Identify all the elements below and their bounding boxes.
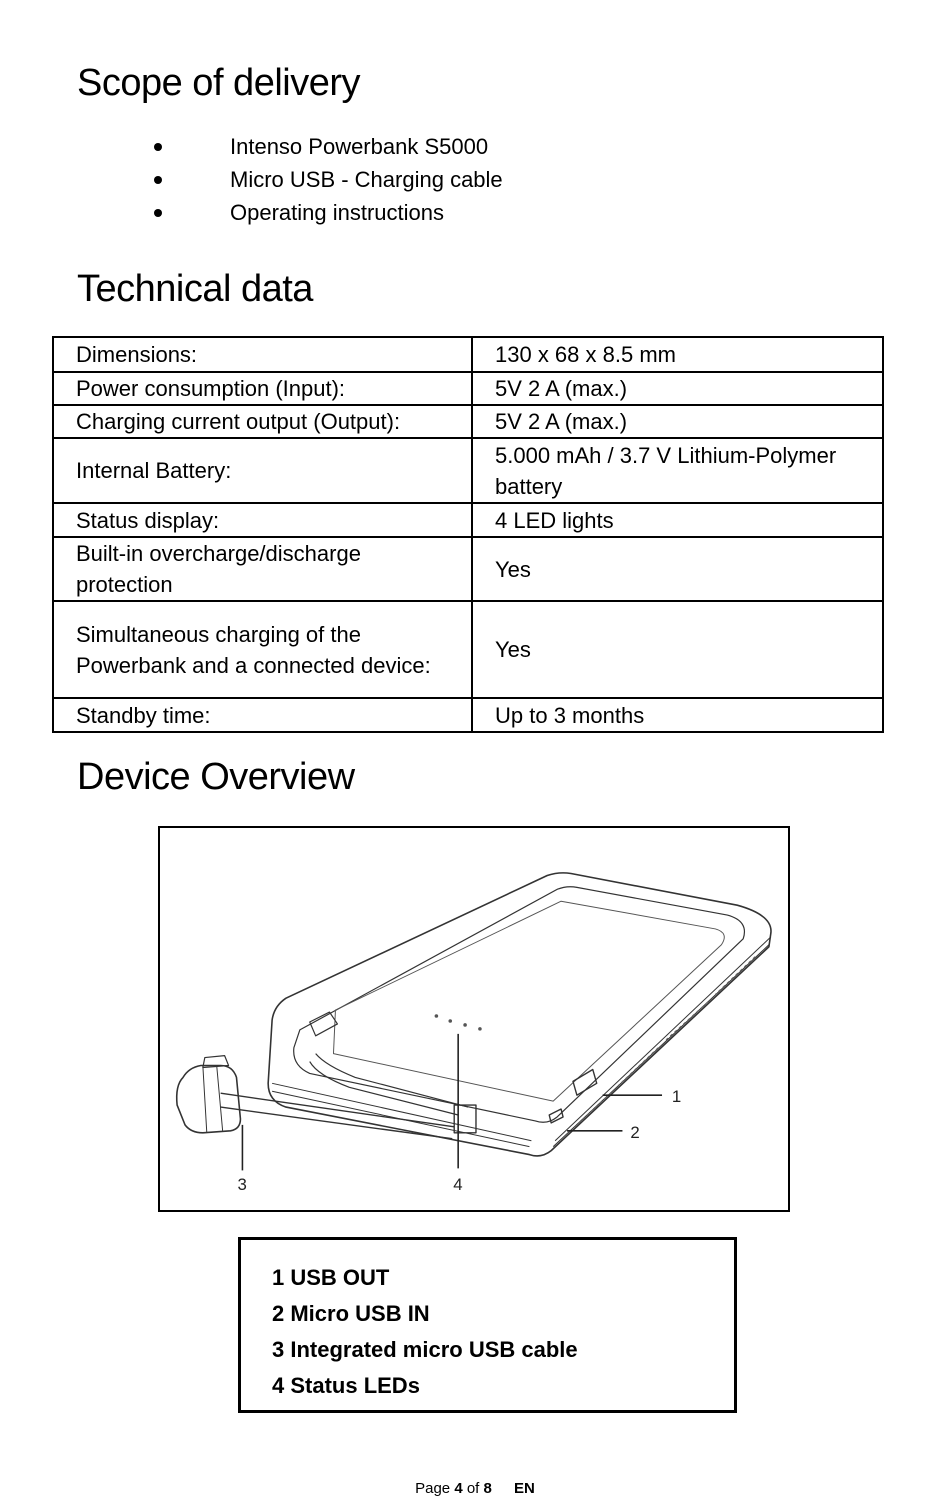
bullet-icon	[154, 143, 162, 151]
table-row	[53, 601, 883, 698]
table-row	[53, 337, 883, 372]
row-value: 130 x 68 x 8.5 mm	[472, 337, 883, 372]
table-row	[53, 405, 883, 438]
row-label: Internal Battery:	[53, 438, 472, 503]
page-number: 4	[454, 1480, 463, 1497]
powerbank-drawing	[160, 828, 788, 1210]
legend-item: 1 USB OUT	[272, 1265, 390, 1290]
row-value: 4 LED lights	[472, 503, 883, 537]
device-illustration	[158, 826, 790, 1212]
row-value: 5.000 mAh / 3.7 V Lithium-Polymer battery	[472, 438, 883, 503]
row-label: Simultaneous charging of the Powerbank and a connected device:	[53, 601, 472, 698]
row-label: Status display:	[53, 503, 472, 537]
bullet-icon	[154, 209, 162, 217]
page-word: Page	[415, 1480, 451, 1497]
row-value: Yes	[472, 601, 883, 698]
row-value: 5V 2 A (max.)	[472, 405, 883, 438]
row-value: Yes	[472, 537, 883, 601]
callout-1: 1	[671, 1087, 682, 1107]
callout-3: 3	[237, 1175, 247, 1195]
of-word: of	[466, 1480, 480, 1497]
overview-heading: Device Overview	[77, 756, 355, 798]
row-label: Standby time:	[53, 698, 472, 732]
page-footer	[0, 1480, 950, 1497]
technical-data-table	[52, 336, 884, 733]
callout-4: 4	[453, 1175, 463, 1195]
row-label: Built-in overcharge/discharge protection	[53, 537, 472, 601]
technical-heading: Technical data	[77, 268, 313, 310]
legend-item: 3 Integrated micro USB cable	[272, 1337, 578, 1362]
table-row	[53, 503, 883, 537]
row-value: 5V 2 A (max.)	[472, 372, 883, 405]
bullet-icon	[154, 176, 162, 184]
row-value: Up to 3 months	[472, 698, 883, 732]
legend-item: 4 Status LEDs	[272, 1373, 420, 1398]
row-label: Power consumption (Input):	[53, 372, 472, 405]
row-label: Charging current output (Output):	[53, 405, 472, 438]
table-row	[53, 698, 883, 732]
table-row	[53, 372, 883, 405]
led-dots	[435, 1014, 482, 1030]
scope-heading: Scope of delivery	[77, 62, 360, 104]
table-row	[53, 537, 883, 601]
callout-2: 2	[630, 1122, 640, 1142]
row-label: Dimensions:	[53, 337, 472, 372]
language-code: EN	[514, 1480, 535, 1497]
device-legend	[238, 1237, 737, 1413]
page-total: 8	[483, 1480, 492, 1497]
table-row	[53, 438, 883, 503]
legend-item: 2 Micro USB IN	[272, 1301, 430, 1326]
